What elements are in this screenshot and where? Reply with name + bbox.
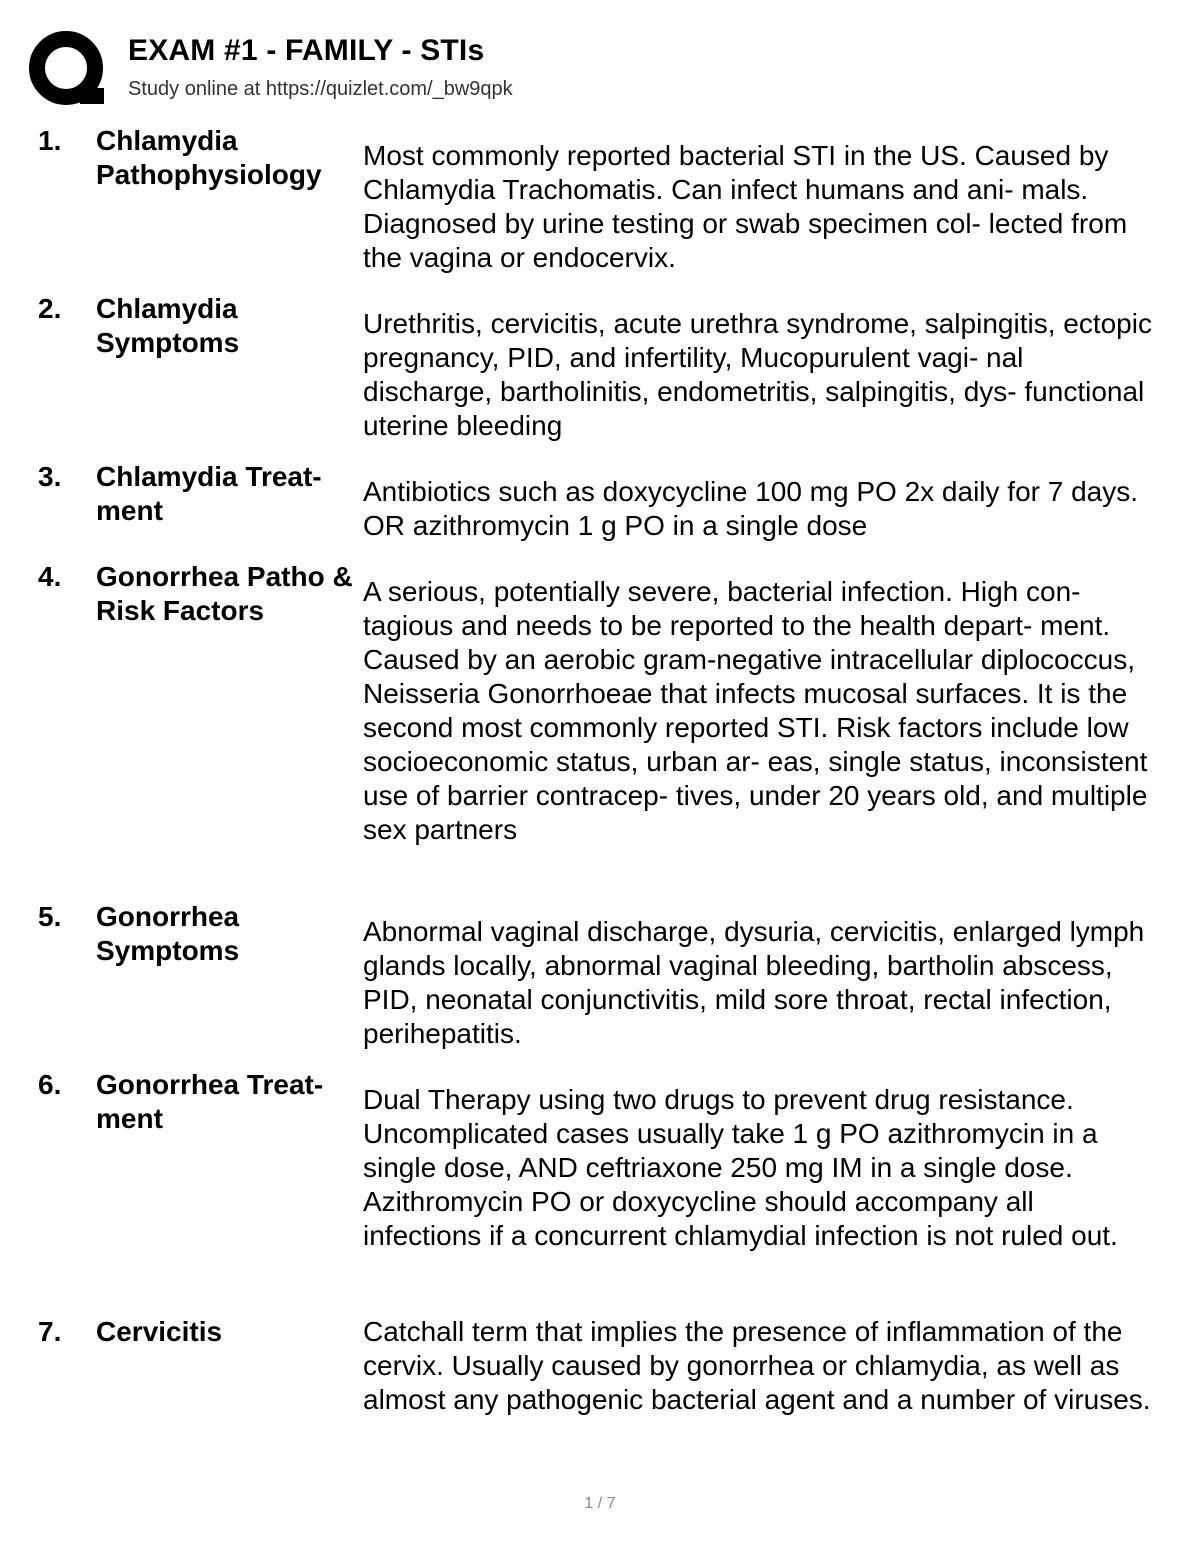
item-term: Gonorrhea Symptoms [96, 901, 240, 966]
item-term: Chlamydia Pathophysiology [96, 125, 322, 190]
quizlet-logo-icon [28, 30, 108, 110]
item-number: 2. [38, 293, 62, 324]
item-number: 4. [38, 561, 62, 592]
item-term: Chlamydia Symptoms [96, 293, 240, 358]
item-number: 3. [38, 461, 62, 492]
item-definition: Abnormal vaginal discharge, dysuria, cervicitis, enlarged lymph glands locally, abnormal vaginal bleeding, bartholin abscess, PID, neonatal conjunctivitis, mild sore throat, rectal infection, perihepatitis. [363, 916, 1145, 1049]
item-term: Cervicitis [96, 1316, 223, 1347]
document-header [28, 30, 1128, 110]
item-number: 5. [38, 901, 62, 932]
item-definition: Most commonly reported bacterial STI in the US. Caused by Chlamydia Trachomatis. Can infect humans and ani- mals. Diagnosed by urine testing or swab specimen col- lected from the vagina or endocervix. [363, 140, 1128, 273]
item-term: Gonorrhea Treat- ment [96, 1069, 324, 1134]
item-number: 6. [38, 1069, 62, 1100]
item-definition: Dual Therapy using two drugs to prevent drug resistance. Uncomplicated cases usually take 1 g PO azithromycin in a single dose, AND ceftriaxone 250 mg IM in a single dose. Azithromycin PO or doxycycline should accompany all infections if a concurrent chlamydial infection is not ruled out. [363, 1084, 1118, 1251]
item-term: Chlamydia Treat- ment [96, 461, 322, 526]
item-definition: A serious, potentially severe, bacterial infection. High con- tagious and needs to be reported to the health depart- ment. Caused by an aerobic gram-negative intracellular diplococcus, Neisseria Gonorrhoeae that infects mucosal surfaces. It is the second most commonly reported STI. Risk factors include low socioeconomic status, urban ar- eas, single status, inconsistent use of barrier contracep- tives, under 20 years old, and multiple sex partners [363, 576, 1148, 845]
item-definition: Catchall term that implies the presence of inflammation of the cervix. Usually caused by gonorrhea or chlamydia, as well as almost any pathogenic bacterial agent and a number of viruses. [363, 1316, 1151, 1415]
item-definition: Urethritis, cervicitis, acute urethra syndrome, salpingitis, ectopic pregnancy, PID, and infertility, Mucopurulent vagi- nal discharge, bartholinitis, endometritis, salpingitis, dys- functional uterine bleeding [363, 308, 1152, 441]
study-online-line [128, 78, 513, 101]
page-indicator: 1 / 7 [584, 1495, 616, 1512]
item-number: 7. [38, 1316, 62, 1347]
study-online-prefix: Study online at [128, 78, 266, 100]
item-term: Gonorrhea Patho & Risk Factors [96, 561, 353, 626]
study-online-link[interactable]: https://quizlet.com/_bw9qpk [265, 78, 513, 100]
item-number: 1. [38, 125, 62, 156]
item-definition: Antibiotics such as doxycycline 100 mg PO 2x daily for 7 days. OR azithromycin 1 g PO in a single dose [363, 476, 1139, 541]
document-title: EXAM #1 - FAMILY - STIs [128, 34, 485, 67]
